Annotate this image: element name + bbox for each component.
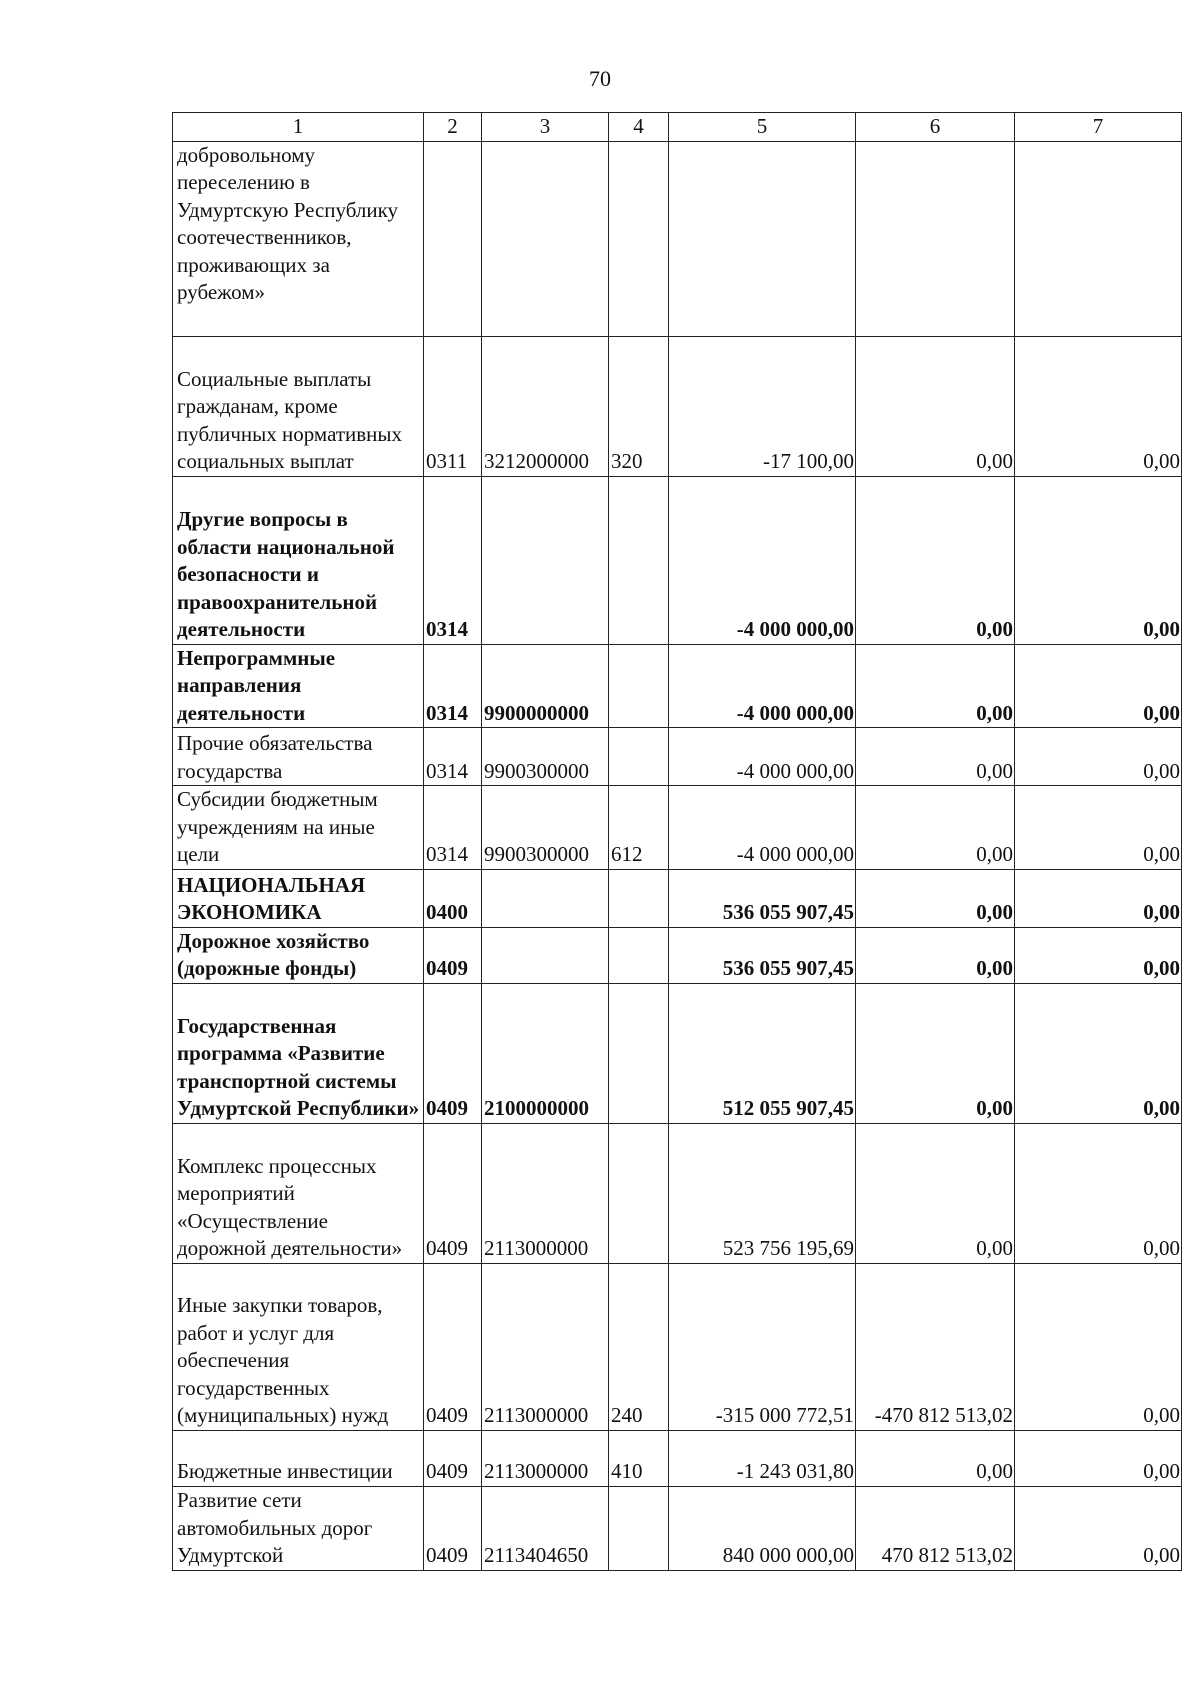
table-row [173,869,1182,927]
expense-type-cell: 612 [609,786,669,870]
expense-type-cell [609,1486,669,1570]
expense-type-cell [609,141,669,336]
amount-col6-cell: 0,00 [856,728,1015,786]
section-code-cell: 0409 [424,927,482,983]
table-row [173,1486,1182,1570]
amount-col5-cell: -4 000 000,00 [669,644,856,728]
amount-col5-cell: -4 000 000,00 [669,476,856,644]
target-article-cell: 9900300000 [482,786,609,870]
amount-col5-cell [669,141,856,336]
amount-col7-cell: 0,00 [1015,1430,1182,1486]
item-name-cell: Развитие сети автомобильных дорог Удмуртской [173,1486,424,1570]
section-code-cell: 0400 [424,869,482,927]
amount-col7-cell: 0,00 [1015,1263,1182,1430]
amount-col7-cell: 0,00 [1015,1123,1182,1263]
expense-type-cell [609,983,669,1123]
target-article-cell: 2113404650 [482,1486,609,1570]
table-row [173,1123,1182,1263]
item-name-cell: Прочие обязательства государства [173,728,424,786]
target-article-cell [482,869,609,927]
target-article-cell: 2113000000 [482,1123,609,1263]
item-name-cell: Другие вопросы в области национальной безопасности и правоохранительной деятельности [173,476,424,644]
amount-col7-cell: 0,00 [1015,476,1182,644]
expense-type-cell: 410 [609,1430,669,1486]
header-cell-4: 4 [609,113,669,142]
amount-col5-cell: -4 000 000,00 [669,728,856,786]
header-cell-5: 5 [669,113,856,142]
section-code-cell: 0409 [424,1123,482,1263]
budget-table [172,112,1182,1571]
section-code-cell: 0314 [424,728,482,786]
table-row [173,983,1182,1123]
section-code-cell: 0409 [424,1263,482,1430]
header-row [173,113,1182,142]
table-row [173,927,1182,983]
table-row [173,644,1182,728]
amount-col5-cell: -17 100,00 [669,336,856,476]
target-article-cell: 2113000000 [482,1430,609,1486]
header-cell-3: 3 [482,113,609,142]
amount-col7-cell: 0,00 [1015,644,1182,728]
amount-col7-cell: 0,00 [1015,927,1182,983]
header-cell-1: 1 [173,113,424,142]
section-code-cell [424,141,482,336]
amount-col7-cell: 0,00 [1015,1486,1182,1570]
amount-col7-cell: 0,00 [1015,728,1182,786]
amount-col5-cell: -4 000 000,00 [669,786,856,870]
target-article-cell [482,141,609,336]
table-row [173,786,1182,870]
section-code-cell: 0314 [424,476,482,644]
amount-col6-cell: 0,00 [856,1430,1015,1486]
amount-col5-cell: 523 756 195,69 [669,1123,856,1263]
amount-col7-cell: 0,00 [1015,983,1182,1123]
item-name-cell: Социальные выплаты гражданам, кроме публичных нормативных социальных выплат [173,336,424,476]
target-article-cell: 9900000000 [482,644,609,728]
amount-col6-cell: 0,00 [856,336,1015,476]
amount-col6-cell: 0,00 [856,476,1015,644]
header-cell-6: 6 [856,113,1015,142]
expense-type-cell: 320 [609,336,669,476]
target-article-cell: 2113000000 [482,1263,609,1430]
amount-col6-cell: 0,00 [856,927,1015,983]
amount-col5-cell: 840 000 000,00 [669,1486,856,1570]
item-name-cell: Государственная программа «Развитие транспортной системы Удмуртской Республики» [173,983,424,1123]
item-name-cell: Бюджетные инвестиции [173,1430,424,1486]
item-name-cell: Субсидии бюджетным учреждениям на иные цели [173,786,424,870]
amount-col6-cell: 0,00 [856,786,1015,870]
amount-col7-cell: 0,00 [1015,869,1182,927]
target-article-cell: 3212000000 [482,336,609,476]
table-row [173,728,1182,786]
amount-col6-cell: 0,00 [856,983,1015,1123]
item-name-cell: Непрограммные направления деятельности [173,644,424,728]
amount-col6-cell: 470 812 513,02 [856,1486,1015,1570]
amount-col6-cell: -470 812 513,02 [856,1263,1015,1430]
amount-col7-cell [1015,141,1182,336]
amount-col6-cell: 0,00 [856,869,1015,927]
item-name-cell: добровольному переселению в Удмуртскую Республику соотечественников, проживающих за рубежом» [173,141,424,336]
section-code-cell: 0314 [424,644,482,728]
amount-col7-cell: 0,00 [1015,786,1182,870]
target-article-cell: 9900300000 [482,728,609,786]
table-row [173,1430,1182,1486]
target-article-cell [482,927,609,983]
amount-col5-cell: 512 055 907,45 [669,983,856,1123]
item-name-cell: Дорожное хозяйство (дорожные фонды) [173,927,424,983]
amount-col7-cell: 0,00 [1015,336,1182,476]
section-code-cell: 0314 [424,786,482,870]
item-name-cell: Комплекс процессных мероприятий «Осуществление дорожной деятельности» [173,1123,424,1263]
section-code-cell: 0311 [424,336,482,476]
table-row [173,1263,1182,1430]
amount-col6-cell: 0,00 [856,1123,1015,1263]
section-code-cell: 0409 [424,1430,482,1486]
header-cell-2: 2 [424,113,482,142]
amount-col6-cell [856,141,1015,336]
expense-type-cell [609,476,669,644]
section-code-cell: 0409 [424,983,482,1123]
item-name-cell: Иные закупки товаров, работ и услуг для обеспечения государственных (муниципальных) нужд [173,1263,424,1430]
page-number: 70 [589,66,611,91]
amount-col6-cell: 0,00 [856,644,1015,728]
amount-col5-cell: 536 055 907,45 [669,927,856,983]
expense-type-cell [609,869,669,927]
expense-type-cell [609,1123,669,1263]
header-cell-7: 7 [1015,113,1182,142]
expense-type-cell [609,927,669,983]
section-code-cell: 0409 [424,1486,482,1570]
target-article-cell [482,476,609,644]
expense-type-cell [609,644,669,728]
expense-type-cell: 240 [609,1263,669,1430]
item-name-cell: НАЦИОНАЛЬНАЯ ЭКОНОМИКА [173,869,424,927]
amount-col5-cell: -315 000 772,51 [669,1263,856,1430]
table-row [173,336,1182,476]
expense-type-cell [609,728,669,786]
amount-col5-cell: -1 243 031,80 [669,1430,856,1486]
target-article-cell: 2100000000 [482,983,609,1123]
amount-col5-cell: 536 055 907,45 [669,869,856,927]
table-row [173,141,1182,336]
table-row [173,476,1182,644]
